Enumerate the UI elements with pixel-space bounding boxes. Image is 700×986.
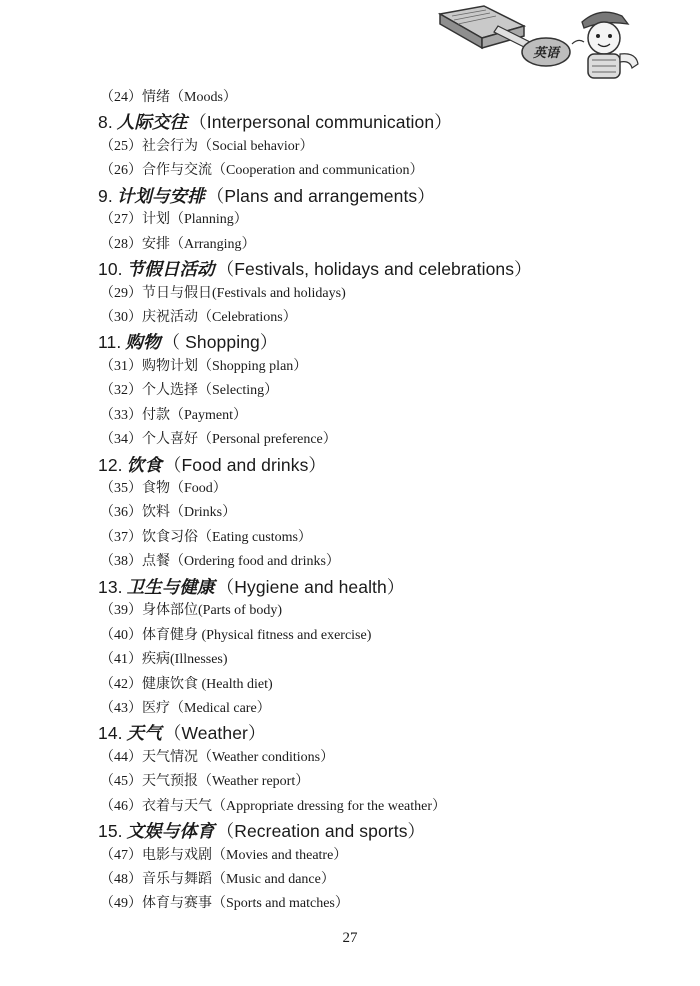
subtopic-item: （44）天气情况（Weather conditions） bbox=[100, 749, 335, 765]
section-title-chinese: 饮食 bbox=[126, 455, 162, 476]
section-title-chinese: 节假日活动 bbox=[126, 260, 215, 281]
subject-badge-label: 英语 bbox=[532, 46, 559, 61]
section-heading bbox=[98, 330, 678, 354]
section-title-chinese: 卫生与健康 bbox=[126, 577, 215, 598]
section-title-english: （Food and drinks） bbox=[163, 454, 327, 475]
subtopic-item: （24）情绪（Moods） bbox=[100, 90, 237, 105]
subtopic-item: （28）安排（Arranging） bbox=[100, 236, 256, 252]
subtopic-item: （41）疾病(Illnesses) bbox=[100, 652, 228, 668]
section-title-chinese: 人际交往 bbox=[116, 113, 188, 134]
section-number: 10. bbox=[98, 259, 123, 280]
subtopic-item: （30）庆祝活动（Celebrations） bbox=[100, 309, 297, 325]
section-title-english: （Festivals, holidays and celebrations） bbox=[216, 259, 532, 280]
subtopic-item: （38）点餐（Ordering food and drinks） bbox=[100, 554, 340, 570]
section-number: 12. bbox=[98, 454, 123, 475]
section-title-chinese: 购物 bbox=[125, 333, 161, 354]
subtopic-item: （33）付款（Payment） bbox=[100, 407, 247, 423]
section-title-english: （Hygiene and health） bbox=[216, 576, 405, 597]
subtopic-item: （48）音乐与舞蹈（Music and dance） bbox=[100, 872, 335, 887]
subtopic-item: （32）个人选择（Selecting） bbox=[100, 383, 279, 399]
subtopic-item: （31）购物计划（Shopping plan） bbox=[100, 358, 308, 374]
page-number: 27 bbox=[342, 930, 358, 946]
section-heading bbox=[98, 453, 678, 477]
section-title-english: （Plans and arrangements） bbox=[206, 185, 435, 206]
section-title-chinese: 天气 bbox=[126, 724, 162, 745]
subtopic-item: （46）衣着与天气（Appropriate dressing for the weather） bbox=[100, 798, 447, 814]
section-title-chinese: 计划与安排 bbox=[116, 186, 205, 207]
subtopic-item: （42）健康饮食 (Health diet) bbox=[100, 676, 273, 692]
subtopic-item: （25）社会行为（Social behavior） bbox=[100, 138, 314, 154]
subtopic-item: （27）计划（Planning） bbox=[100, 212, 248, 228]
section-title-english: （Interpersonal communication） bbox=[189, 112, 452, 133]
section-number: 13. bbox=[98, 576, 123, 597]
section-heading bbox=[98, 721, 678, 745]
section-number: 15. bbox=[98, 821, 123, 842]
subtopic-item: （39）身体部位(Parts of body) bbox=[100, 603, 282, 619]
subtopic-item: （37）饮食习俗（Eating customs） bbox=[100, 529, 312, 545]
subtopic-item: （40）体育健身 (Physical fitness and exercise) bbox=[100, 627, 372, 643]
subtopic-item: （29）节日与假日(Festivals and holidays) bbox=[100, 285, 346, 301]
section-title-english: （Weather） bbox=[163, 723, 266, 744]
section-number: 9. bbox=[98, 185, 113, 206]
section-heading bbox=[98, 110, 678, 134]
section-heading bbox=[98, 184, 678, 208]
section-title-english: （Recreation and sports） bbox=[216, 821, 426, 842]
subtopic-item: （35）食物（Food） bbox=[100, 481, 227, 496]
section-heading bbox=[98, 575, 678, 599]
section-title-chinese: 文娱与体育 bbox=[126, 822, 215, 843]
cartoon-kid-icon bbox=[572, 12, 638, 78]
section-number: 11. bbox=[98, 332, 122, 353]
subtopic-item: （49）体育与赛事（Sports and matches） bbox=[100, 896, 349, 912]
section-heading bbox=[98, 257, 678, 281]
subtopic-item: （47）电影与戏剧（Movies and theatre） bbox=[100, 847, 348, 863]
section-number: 8. bbox=[98, 112, 113, 133]
subtopic-item: （26）合作与交流（Cooperation and communication） bbox=[100, 163, 424, 179]
section-heading bbox=[98, 819, 678, 843]
section-title-english: （ Shopping） bbox=[162, 332, 278, 353]
subtopic-item: （34）个人喜好（Personal preference） bbox=[100, 432, 337, 448]
topic-list bbox=[98, 86, 678, 917]
open-book-icon bbox=[440, 6, 524, 48]
subtopic-item: （43）医疗（Medical care） bbox=[100, 700, 271, 716]
subtopic-item: （36）饮料（Drinks） bbox=[100, 505, 237, 521]
subtopic-item: （45）天气预报（Weather report） bbox=[100, 774, 310, 790]
section-number: 14. bbox=[98, 723, 123, 744]
